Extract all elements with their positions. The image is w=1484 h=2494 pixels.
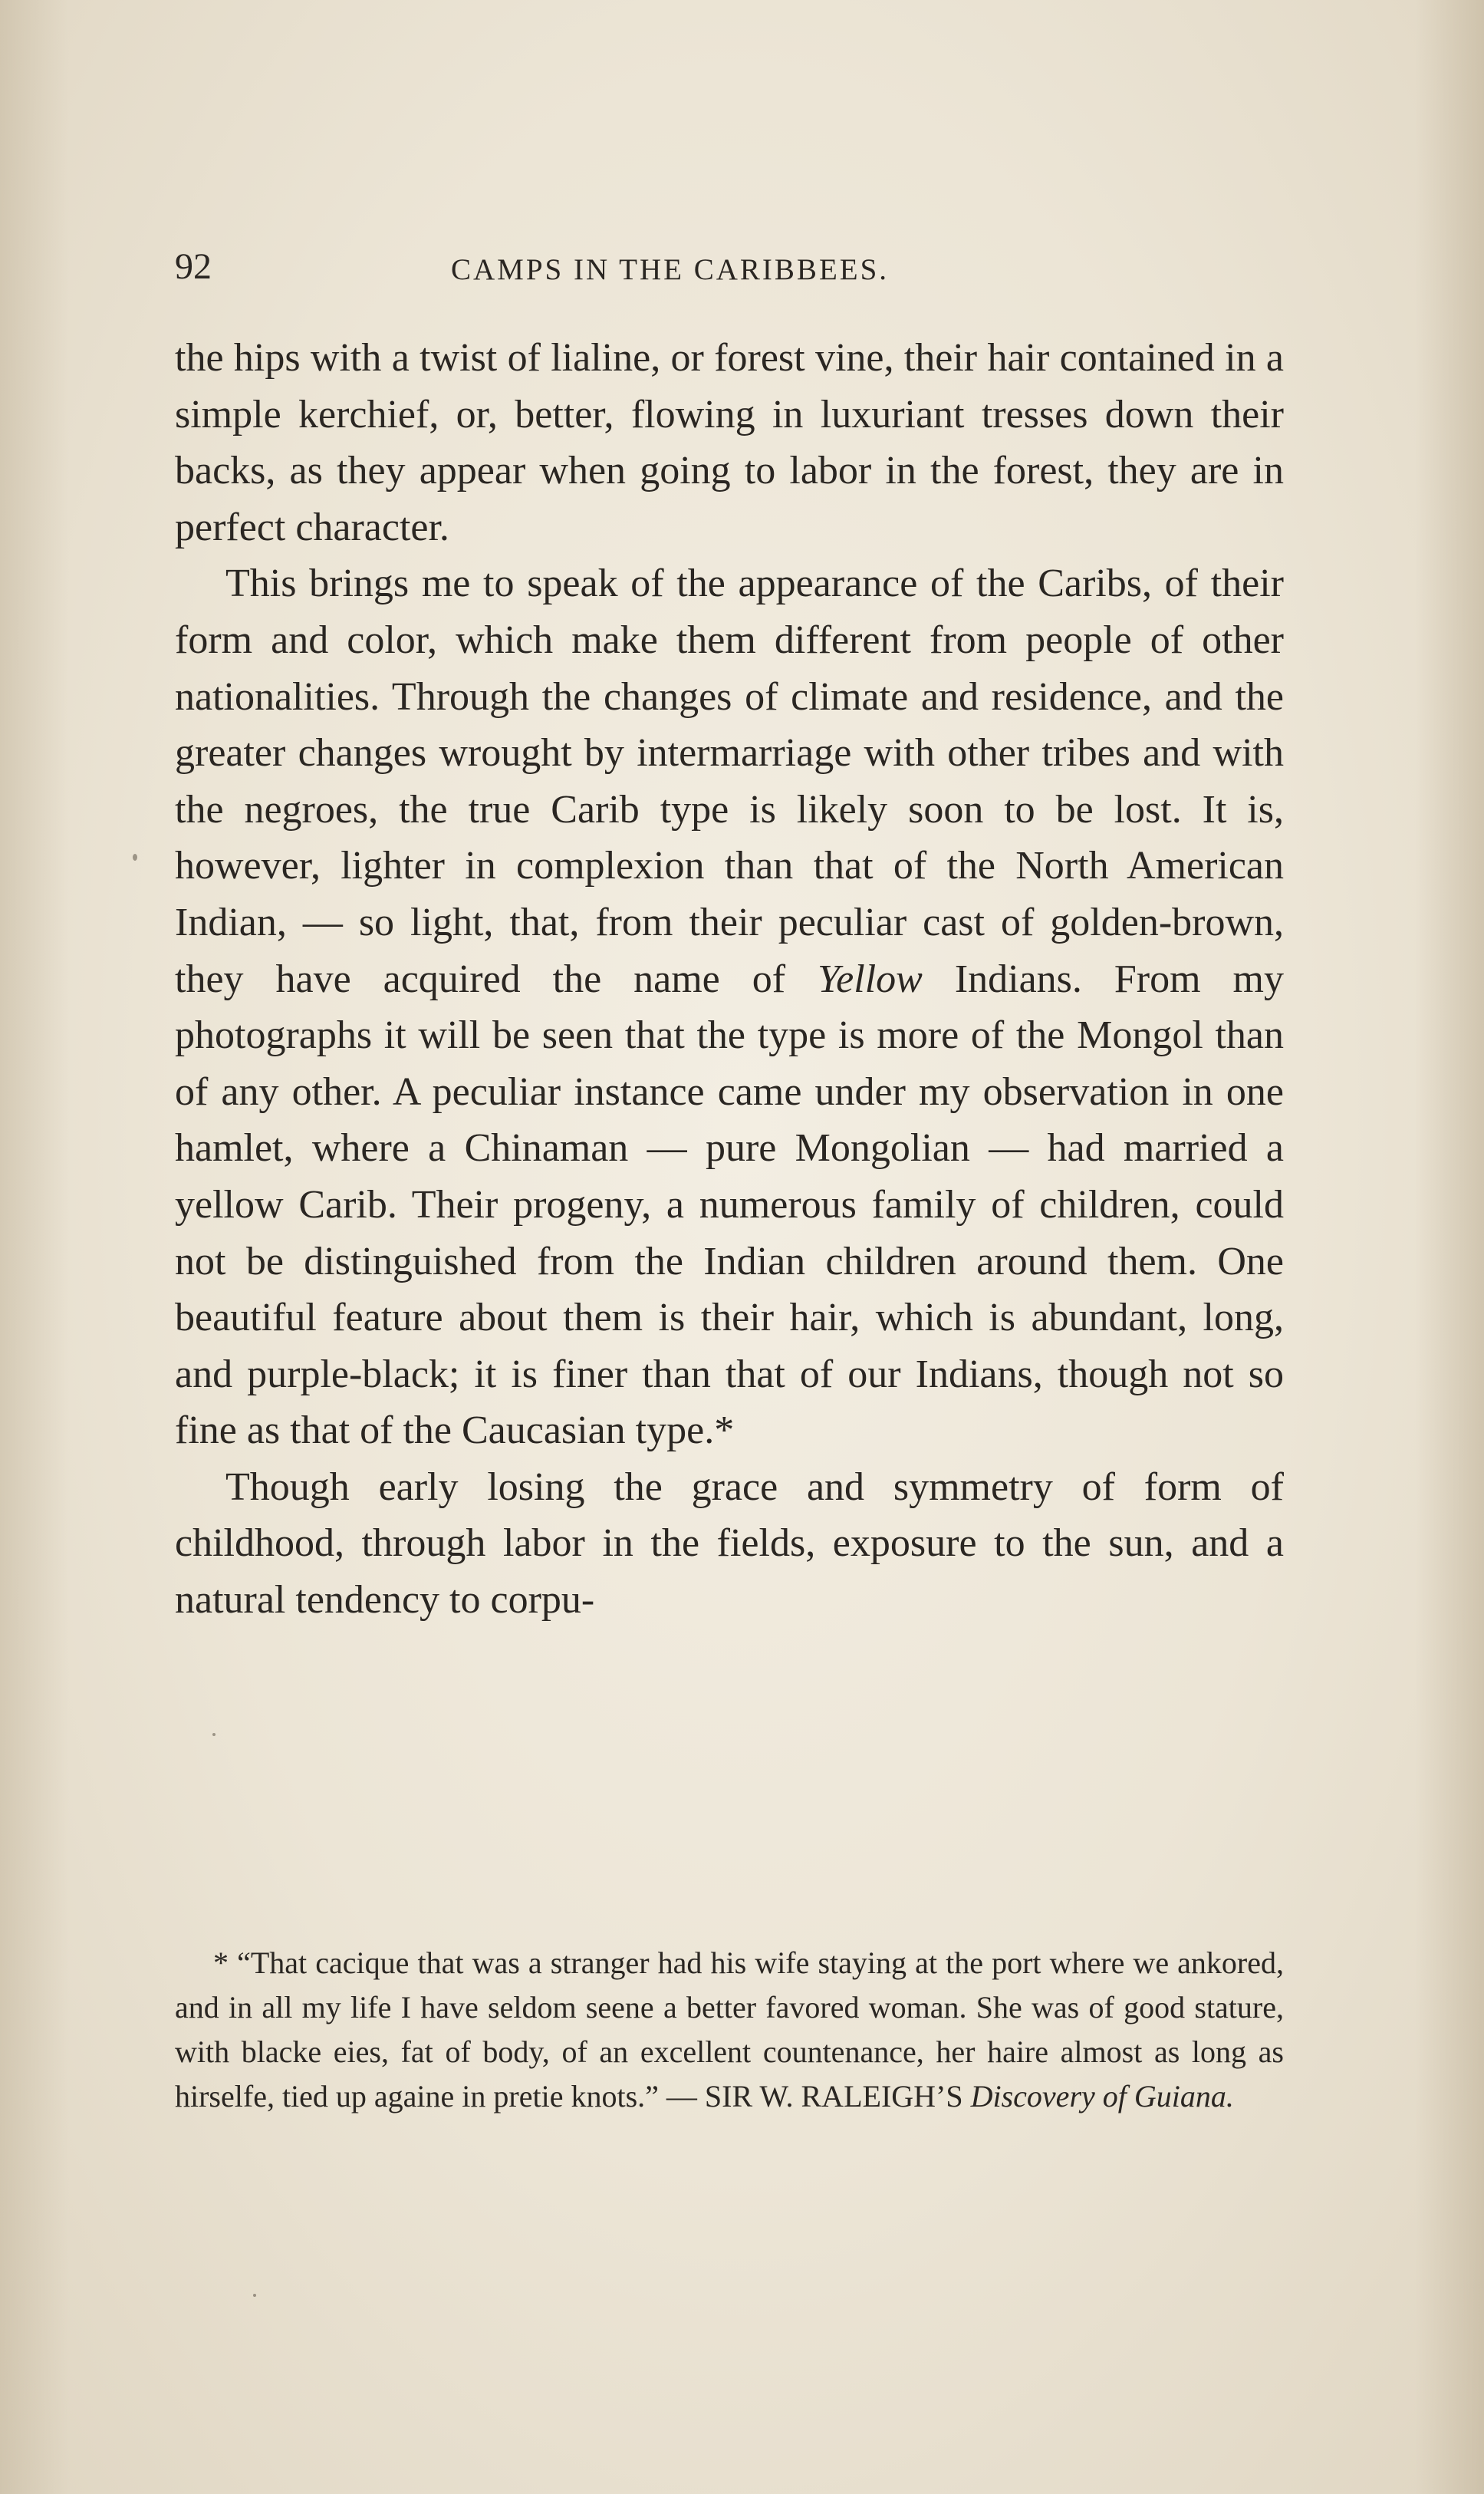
page-number: 92 xyxy=(175,246,212,287)
paper-speck xyxy=(133,854,137,861)
page-left-edge-shading xyxy=(0,0,69,2494)
paragraph-continued: the hips with a twist of lialine, or forest vine, their hair contained in a simple kerchief, or, better, flowing in luxuriant tresses down their backs, as they appear when going to labor in the forest, they are in perfect character. xyxy=(175,336,1284,549)
footnote-quote: * “That cacique that was a stranger had his wife staying at the port where we ankored, and in all my life I have seldom seene a better favored woman. She was of good stature, with blacke eies, fat of body, of an excellent countenance, her haire almost as long as hirselfe, tied up againe in pretie knots.” — SIR W. RALEIGH’S xyxy=(175,1945,1284,2113)
running-title: CAMPS IN THE CARIBBEES. xyxy=(451,253,890,286)
running-head xyxy=(175,244,1284,290)
paragraph-text: Indians. From my photographs it will be seen that the type is more of the Mongol than of any other. A peculiar instance came under my observation in one hamlet, where a Chinaman — pure Mongolian — had married a yellow Carib. Their progeny, a numerous family of children, could not be distinguished from the Indian children around them. One beautiful feature about them is their hair, which is abundant, long, and purple-black; it is finer than that of our Indians, though not so fine as that of the Caucasian type.* xyxy=(175,957,1284,1453)
body-text xyxy=(175,330,1284,1629)
page-right-edge-shading xyxy=(1415,0,1484,2494)
italic-term: Yellow xyxy=(818,957,923,1001)
paragraph-carib-appearance xyxy=(175,555,1284,1459)
footnote-text xyxy=(175,1941,1284,2119)
footnote xyxy=(175,1941,1284,2119)
footnote-source-title: Discovery of Guiana. xyxy=(970,2079,1234,2113)
paragraph-childhood: Though early losing the grace and symmetry of form of childhood, through labor in the fields, exposure to the sun, and a natural tendency to corpu- xyxy=(175,1464,1284,1623)
paper-speck xyxy=(212,1733,216,1736)
paper-speck xyxy=(253,2294,256,2297)
paragraph-text: This brings me to speak of the appearance of the Caribs, of their form and color, which make them different from people of other nationalities. Through the changes of climate and residence, and the greater changes wrought by intermarriage with other tribes and with the negroes, the true Carib type is likely soon to be lost. It is, however, lighter in complexion than that of the North American Indian, — so light, that, from their peculiar cast of golden-brown, they have acquired the name of xyxy=(175,562,1284,1001)
